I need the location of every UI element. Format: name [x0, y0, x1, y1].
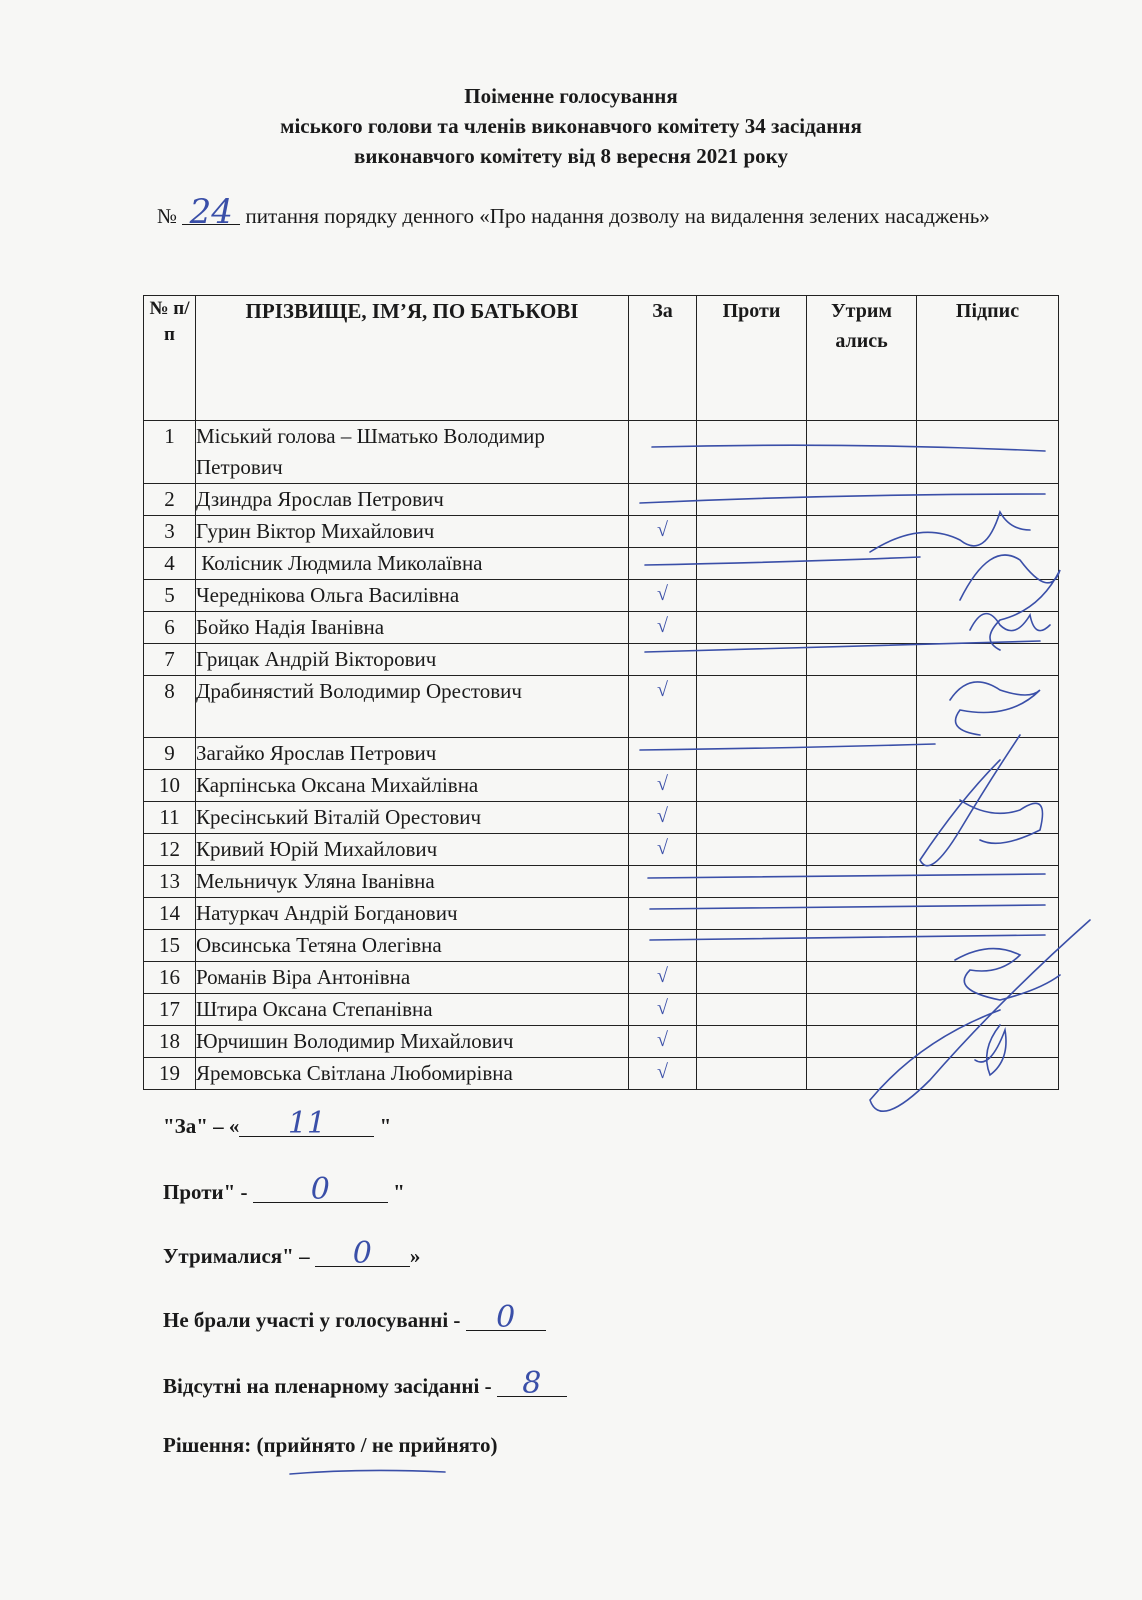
strike-line: [652, 445, 1045, 451]
row-number: 2: [144, 484, 196, 516]
member-name: Овсинська Тетяна Олегівна: [196, 930, 629, 962]
document-date-line: виконавчого комітету від 8 вересня 2021 року: [354, 144, 788, 168]
row-number: 14: [144, 898, 196, 930]
summary-against: [163, 1172, 405, 1207]
strike-line: [640, 494, 1045, 503]
row-number: 12: [144, 834, 196, 866]
strike-line: [640, 744, 935, 750]
row-number: 16: [144, 962, 196, 994]
agenda-item-title: питання порядку денного «Про надання дозволу на видалення зелених насаджень»: [245, 204, 990, 228]
summary-for-end: ": [374, 1114, 392, 1138]
row-number: 17: [144, 994, 196, 1026]
summary-absent: [163, 1366, 567, 1401]
document-subtitle: міського голови та членів виконавчого комітету 34 засідання: [280, 114, 862, 138]
strike-line: [650, 905, 1045, 909]
signature-scribble: [870, 920, 1090, 1111]
row-number: 7: [144, 644, 196, 676]
member-name: Мельничук Уляна Іванівна: [196, 866, 629, 898]
summary-abstained: [163, 1236, 421, 1271]
row-number: 3: [144, 516, 196, 548]
member-name: Міський голова – Шматько Володимир Петрович: [196, 421, 629, 484]
summary-not-voted-value: 0: [496, 1300, 516, 1335]
row-number: 11: [144, 802, 196, 834]
row-number: 15: [144, 930, 196, 962]
summary-absent-blank: [497, 1366, 567, 1401]
vote-mark: √: [629, 580, 697, 612]
row-number: 1: [144, 421, 196, 484]
vote-mark: √: [629, 802, 697, 834]
member-name: Карпінська Оксана Михайлівна: [196, 770, 629, 802]
member-name: Бойко Надія Іванівна: [196, 612, 629, 644]
strike-line: [650, 935, 1045, 940]
summary-not-voted: [163, 1300, 546, 1335]
signature-scribble: [955, 949, 1060, 1000]
member-name: Романів Віра Антонівна: [196, 962, 629, 994]
member-name: Юрчишин Володимир Михайлович: [196, 1026, 629, 1058]
signature-scribble: [960, 555, 1060, 650]
member-name: Яремовська Світлана Любомирівна: [196, 1058, 629, 1090]
vote-mark: √: [629, 962, 697, 994]
row-number: 9: [144, 738, 196, 770]
summary-against-value: 0: [310, 1172, 330, 1207]
row-number: 10: [144, 770, 196, 802]
signature-scribble: [960, 800, 1043, 843]
summary-for-blank: [239, 1106, 374, 1141]
number-sign: №: [157, 204, 178, 228]
summary-abstained-blank: [315, 1236, 410, 1271]
signature-scribble: [975, 1025, 1006, 1075]
signature-scribble: [920, 735, 1020, 866]
row-number: 6: [144, 612, 196, 644]
summary-decision: Рішення: (прийнято / не прийнято): [163, 1433, 498, 1457]
document-title: Поіменне голосування: [464, 84, 678, 108]
summary-not-voted-blank: [466, 1300, 546, 1335]
summary-against-label: Проти" -: [163, 1180, 253, 1204]
row-number: 19: [144, 1058, 196, 1090]
header-against: Проти: [697, 296, 807, 421]
vote-mark: √: [629, 1058, 697, 1090]
summary-abstained-label: Утрималися" –: [163, 1244, 315, 1268]
signature-scribble: [870, 512, 1030, 552]
summary-against-blank: [253, 1172, 388, 1207]
agenda-item-number: 24: [182, 200, 240, 225]
member-name: Колісник Людмила Миколаївна: [196, 548, 629, 580]
vote-mark: √: [629, 516, 697, 548]
row-number: 13: [144, 866, 196, 898]
signature-scribble: [950, 682, 1040, 735]
member-name: Грицак Андрій Вікторович: [196, 644, 629, 676]
header-signature: Підпис: [917, 296, 1059, 421]
summary-against-end: ": [387, 1180, 405, 1204]
member-name: Дзиндра Ярослав Петрович: [196, 484, 629, 516]
summary-for: [163, 1106, 392, 1141]
summary-abstained-value: 0: [352, 1236, 372, 1271]
summary-for-label: "За" – «: [163, 1114, 240, 1138]
member-name: Драбинястий Володимир Орестович: [196, 676, 629, 738]
summary-not-voted-label: Не брали участі у голосуванні -: [163, 1308, 466, 1332]
vote-mark: √: [629, 676, 697, 738]
vote-mark: √: [629, 1026, 697, 1058]
header-name: ПРІЗВИЩЕ, ІМ’Я, ПО БАТЬКОВІ: [196, 296, 629, 421]
summary-absent-value: 8: [522, 1366, 542, 1401]
header-for: За: [629, 296, 697, 421]
strike-line: [645, 557, 920, 565]
strike-line: [645, 641, 1040, 652]
member-name: Штира Оксана Степанівна: [196, 994, 629, 1026]
header-abstained: Утрим ались: [807, 296, 917, 421]
summary-absent-label: Відсутні на пленарному засіданні -: [163, 1374, 497, 1398]
member-name: Гурин Віктор Михайлович: [196, 516, 629, 548]
strike-line: [290, 1470, 445, 1474]
vote-mark: √: [629, 612, 697, 644]
row-number: 8: [144, 676, 196, 738]
summary-for-value: 11: [287, 1106, 326, 1141]
member-name: Загайко Ярослав Петрович: [196, 738, 629, 770]
strike-line: [648, 874, 1045, 878]
member-name: Натуркач Андрій Богданович: [196, 898, 629, 930]
vote-mark: √: [629, 994, 697, 1026]
row-number: 4: [144, 548, 196, 580]
member-name: Кресінський Віталій Орестович: [196, 802, 629, 834]
vote-mark: √: [629, 770, 697, 802]
row-number: 18: [144, 1026, 196, 1058]
member-name: Кривий Юрій Михайлович: [196, 834, 629, 866]
member-name: Череднікова Ольга Василівна: [196, 580, 629, 612]
row-number: 5: [144, 580, 196, 612]
header-number: № п/п: [144, 296, 196, 421]
summary-abstained-end: »: [409, 1244, 421, 1268]
vote-mark: √: [629, 834, 697, 866]
